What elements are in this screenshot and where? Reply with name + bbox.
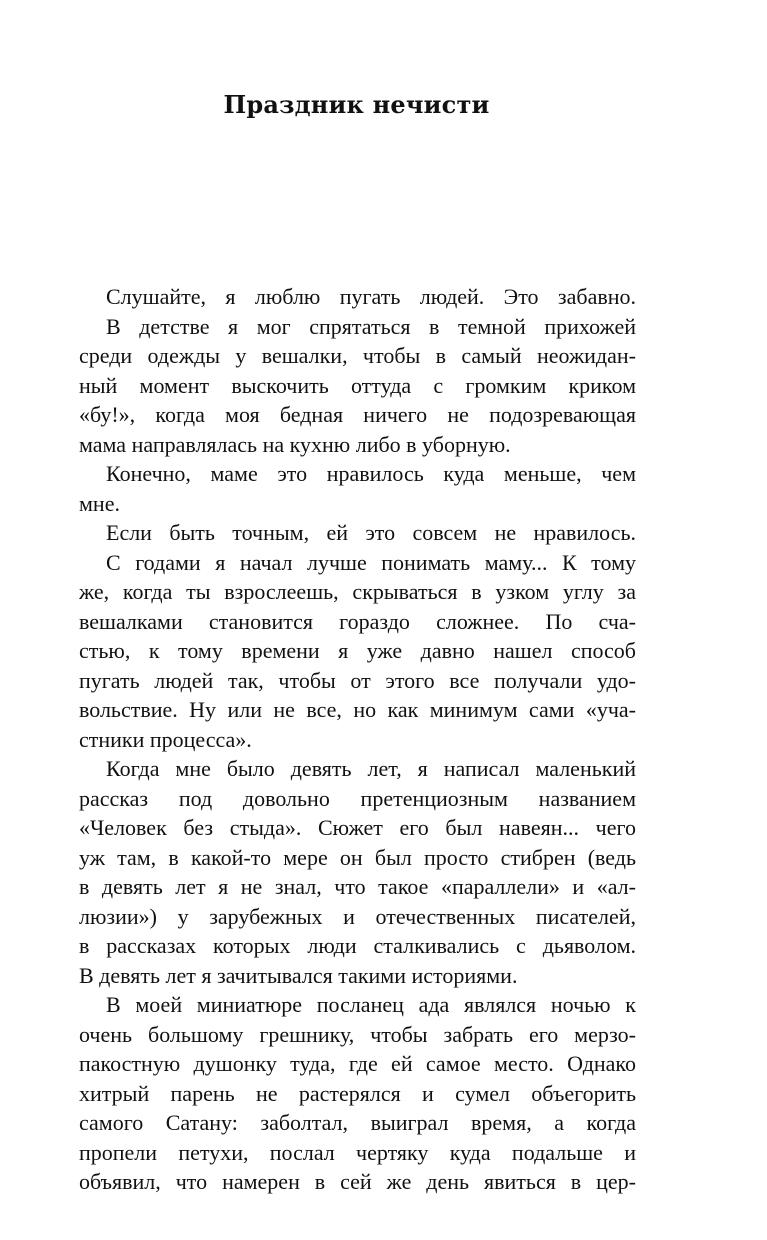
text-line: Если быть точным, ей это совсем не нравилось. bbox=[106, 520, 636, 545]
text-line: В моей миниатюре посланец ада являлся ночью к bbox=[106, 992, 636, 1017]
text-line: пропели петухи, послал чертяку куда подальше и bbox=[79, 1139, 636, 1165]
text-line: объявил, что намерен в сей же день явиться в цер- bbox=[79, 1169, 636, 1194]
text-line: «бу!», когда моя бедная ничего не подозревающая bbox=[79, 402, 636, 427]
body-text bbox=[79, 282, 636, 1197]
text-line: Когда мне было девять лет, я написал маленький bbox=[106, 756, 636, 781]
text-line: вешалками становится гораздо сложнее. По сча- bbox=[79, 608, 636, 634]
text-line: мне. bbox=[79, 490, 120, 516]
text-line: «Человек без стыда». Сюжет его был навеян... чего bbox=[79, 815, 636, 840]
text-line: среди одежды у вешалки, чтобы в самый неожидан- bbox=[79, 343, 636, 368]
text-line: В детстве я мог спрятаться в темной прихожей bbox=[106, 313, 636, 339]
text-line: хитрый парень не растерялся и сумел объегорить bbox=[79, 1080, 636, 1106]
text-line: же, когда ты взрослеешь, скрываться в узком углу за bbox=[79, 579, 636, 604]
text-line: пакостную душонку туда, где ей самое место. Однако bbox=[79, 1051, 636, 1076]
text-line: стники процесса». bbox=[79, 726, 252, 752]
text-line: мама направлялась на кухню либо в уборную. bbox=[79, 431, 511, 457]
text-line: стью, к тому времени я уже давно нашел способ bbox=[79, 638, 636, 663]
text-line: уж там, в какой-то мере он был просто стибрен (ведь bbox=[79, 844, 636, 870]
text-line: в девять лет я не знал, что такое «параллели» и «ал- bbox=[79, 874, 636, 899]
text-line: рассказ под довольно претенциозным названием bbox=[79, 785, 636, 811]
text-line: в рассказах которых люди сталкивались с дьяволом. bbox=[79, 933, 636, 958]
text-line: Слушайте, я люблю пугать людей. Это забавно. bbox=[106, 284, 636, 309]
text-line: пугать людей так, чтобы от этого все получали удо- bbox=[79, 667, 636, 693]
text-line: ный момент выскочить оттуда с громким криком bbox=[79, 372, 636, 398]
text-line: очень большому грешнику, чтобы забрать его мерзо- bbox=[79, 1021, 636, 1047]
text-line: самого Сатану: заболтал, выиграл время, а когда bbox=[79, 1110, 636, 1135]
chapter-title: Праздник нечисти bbox=[223, 90, 490, 119]
text-line: Конечно, маме это нравилось куда меньше, чем bbox=[106, 461, 636, 486]
text-line: С годами я начал лучше понимать маму... К тому bbox=[106, 549, 636, 575]
text-line: люзии») у зарубежных и отечественных писателей, bbox=[79, 903, 636, 929]
text-line: вольствие. Ну или не все, но как минимум сами «уча- bbox=[79, 697, 636, 722]
text-line: В девять лет я зачитывался такими историями. bbox=[79, 962, 518, 988]
